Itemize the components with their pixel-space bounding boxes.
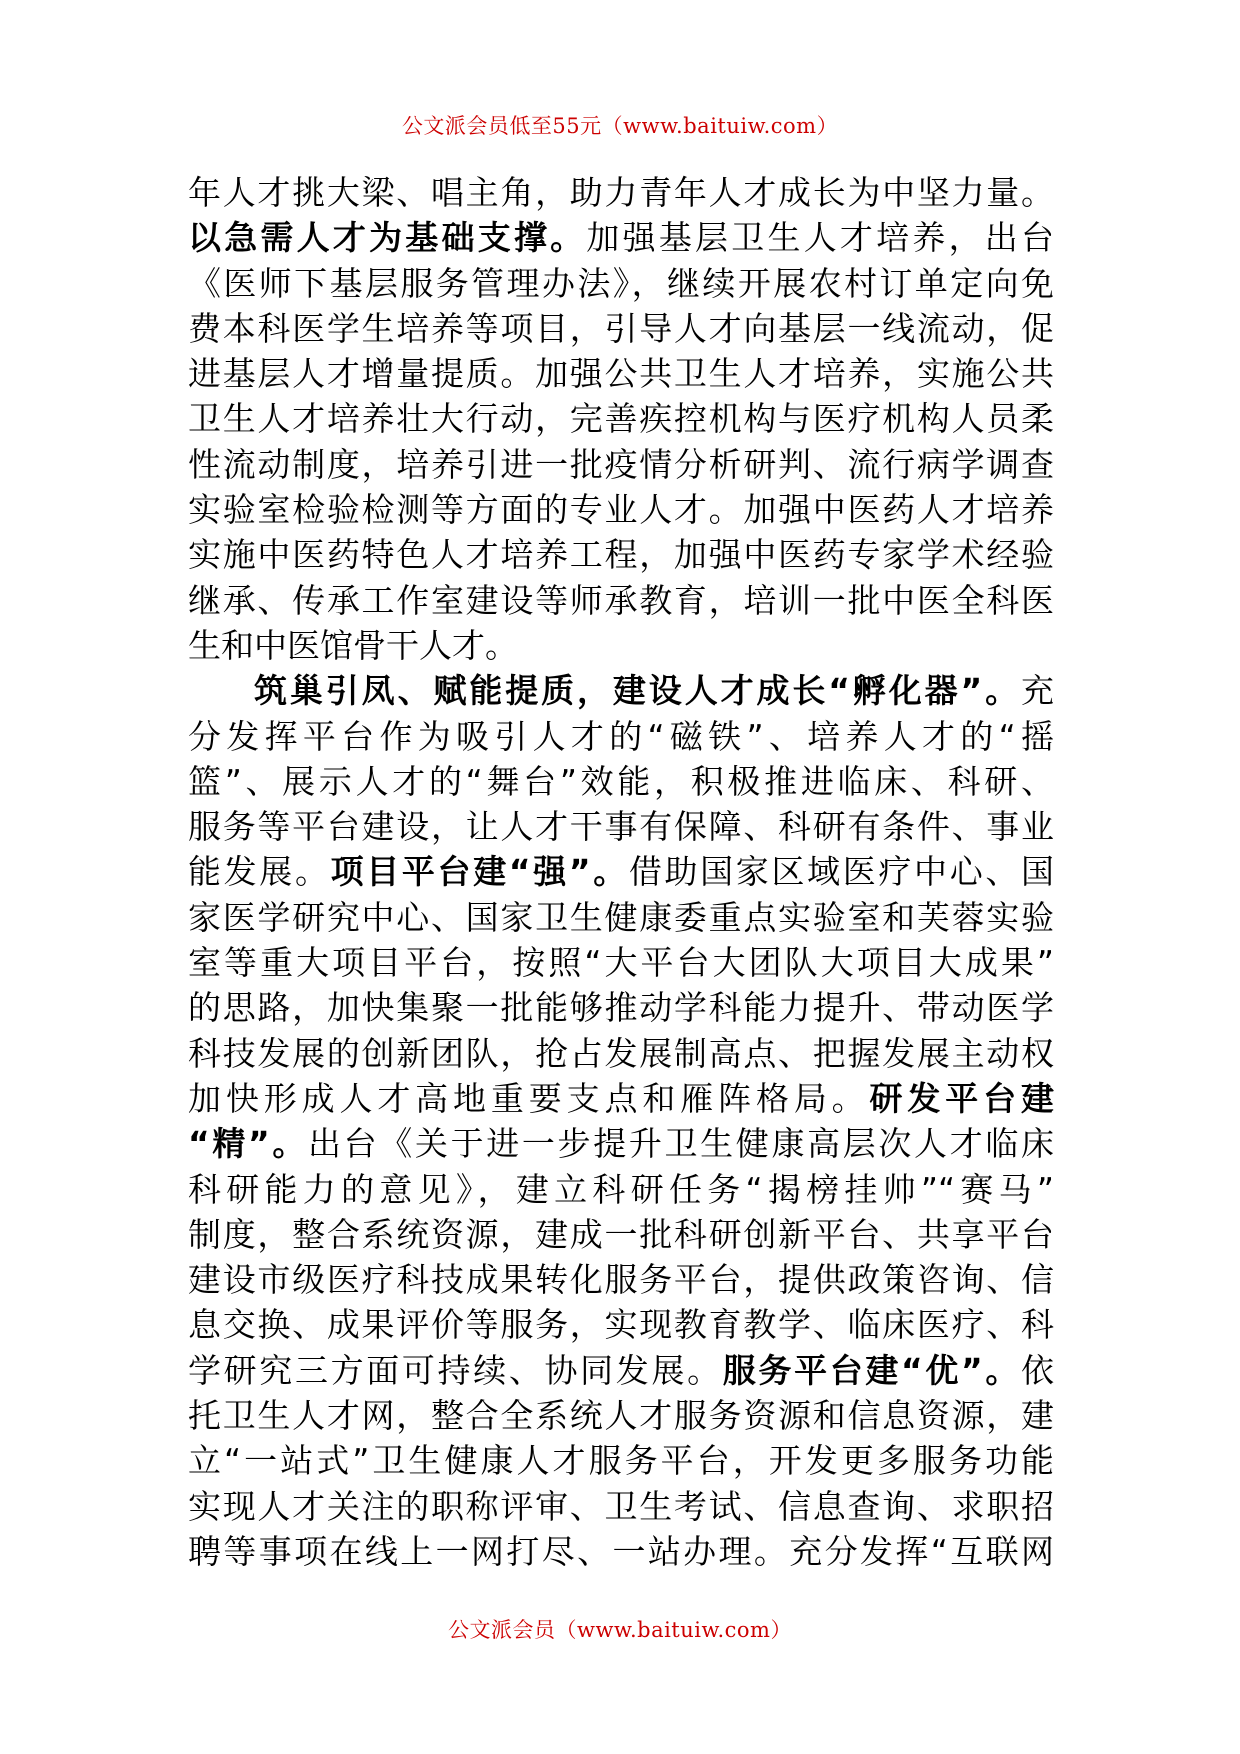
bold-heading: 服务平台建“优”。 <box>722 1350 1021 1390</box>
bold-heading: 项目平台建“强”。 <box>330 852 629 892</box>
text-line: 实验室检验检测等方面的专业人才。加强中医药人才培养 <box>188 490 1054 530</box>
text-line: 卫生人才培养壮大行动，完善疾控机构与医疗机构人员柔 <box>188 399 1054 439</box>
text-line: 分发挥平台作为吸引人才的“磁铁”、培养人才的“摇 <box>188 716 1054 756</box>
text-line: 托卫生人才网，整合全系统人才服务资源和信息资源，建 <box>188 1396 1054 1436</box>
text-line: 家医学研究中心、国家卫生健康委重点实验室和芙蓉实验 <box>188 897 1054 937</box>
bold-heading: “精”。 <box>188 1124 308 1164</box>
text-line: 实施中医药特色人才培养工程，加强中医药专家学术经验 <box>188 535 1054 575</box>
text-line: 学研究三方面可持续、协同发展。服务平台建“优”。依 <box>188 1350 1054 1390</box>
text-line: 篮”、展示人才的“舞台”效能，积极推进临床、科研、 <box>188 761 1054 801</box>
text-line: 能发展。项目平台建“强”。借助国家区域医疗中心、国 <box>188 852 1054 892</box>
text-line: 《医师下基层服务管理办法》，继续开展农村订单定向免 <box>188 263 1054 303</box>
text-line: 立“一站式”卫生健康人才服务平台，开发更多服务功能 <box>188 1441 1054 1481</box>
text-line: 以急需人才为基础支撑。加强基层卫生人才培养，出台 <box>188 218 1055 258</box>
text-line: 建设市级医疗科技成果转化服务平台，提供政策咨询、信 <box>188 1260 1054 1300</box>
bold-heading: 以急需人才为基础支撑。 <box>188 218 587 258</box>
text-line: 的思路，加快集聚一批能够推动学科能力提升、带动医学 <box>188 988 1054 1028</box>
text-line: 室等重大项目平台，按照“大平台大团队大项目大成果” <box>188 943 1054 983</box>
text-line: 聘等事项在线上一网打尽、一站办理。充分发挥“互联网 <box>188 1531 1054 1571</box>
text-line: 息交换、成果评价等服务，实现教育教学、临床医疗、科 <box>188 1305 1054 1345</box>
page-header-watermark: 公文派会员低至55元（www.baituiw.com） <box>401 114 839 138</box>
text-line: 进基层人才增量提质。加强公共卫生人才培养，实施公共 <box>188 354 1054 394</box>
section-heading: 筑巢引凤、赋能提质，建设人才成长“孵化器”。 <box>254 671 1021 711</box>
text-line: 加快形成人才高地重要支点和雁阵格局。研发平台建 <box>188 1078 1055 1118</box>
text-line: 实现人才关注的职称评审、卫生考试、信息查询、求职招 <box>188 1486 1054 1526</box>
text-line: 生和中医馆骨干人才。 <box>188 625 518 665</box>
page-footer-watermark: 公文派会员（www.baituiw.com） <box>448 1618 792 1642</box>
paragraph-start-line: 筑巢引凤、赋能提质，建设人才成长“孵化器”。充 <box>254 671 1054 711</box>
document-body <box>188 170 1054 1574</box>
text-line: 继承、传承工作室建设等师承教育，培训一批中医全科医 <box>188 580 1054 620</box>
text-line: 制度，整合系统资源，建成一批科研创新平台、共享平台 <box>188 1214 1054 1254</box>
text-line: “精”。出台《关于进一步提升卫生健康高层次人才临床 <box>188 1124 1054 1164</box>
text-line: 科技发展的创新团队，抢占发展制高点、把握发展主动权 <box>188 1033 1054 1073</box>
text-line: 科研能力的意见》，建立科研任务“揭榜挂帅”“赛马” <box>188 1169 1054 1209</box>
text-line: 性流动制度，培养引进一批疫情分析研判、流行病学调查 <box>188 444 1054 484</box>
text-line: 年人才挑大梁、唱主角，助力青年人才成长为中坚力量。 <box>188 173 1054 212</box>
bold-heading: 研发平台建 <box>869 1078 1055 1118</box>
text-line: 服务等平台建设，让人才干事有保障、科研有条件、事业 <box>188 807 1054 847</box>
text-line: 费本科医学生培养等项目，引导人才向基层一线流动，促 <box>188 308 1054 348</box>
